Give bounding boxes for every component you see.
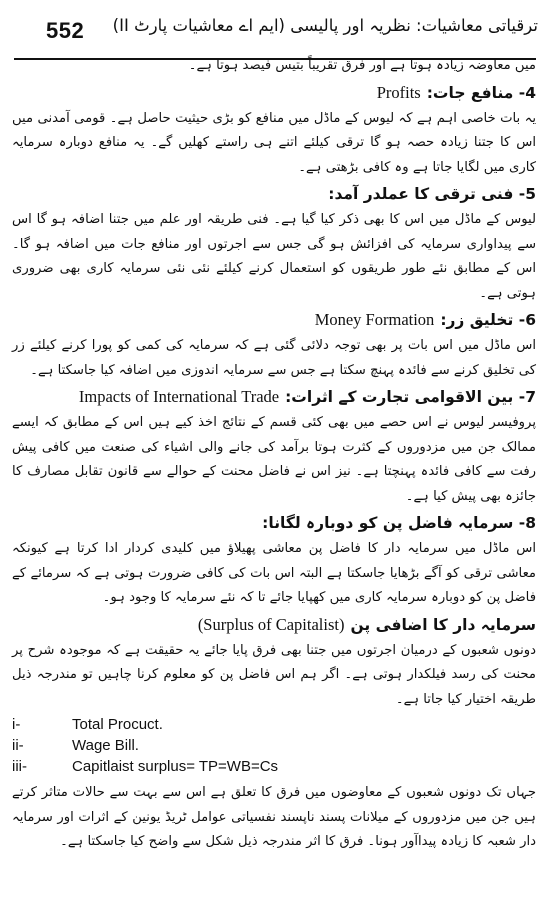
list-marker: i- [12, 716, 21, 733]
section-heading-urdu: 4- منافع جات: [426, 83, 536, 102]
section-capitalist-surplus [12, 611, 536, 713]
section-heading-urdu: 5- فنی ترقی کا عملدر آمد: [328, 185, 536, 203]
section-reinvestment [12, 509, 536, 611]
section-paragraph: اس ماڈل میں اس بات پر بھی توجہ دلائی گئی ہے کہ سرمایہ کی کمی کو پورا کرنے کیلئے زر کی تخلیق کرنے سے فائدہ پہنچ سکتا ہے جس سے سرمایہ اندوزی میں اضافہ کیا جاسکتا ہے۔ [12, 338, 536, 378]
section-technical-progress [12, 180, 536, 306]
section-heading [12, 611, 536, 639]
section-heading-urdu: 6- تخلیق زر: [440, 311, 536, 329]
section-heading [12, 509, 536, 537]
list-text: Wage Bill. [72, 737, 139, 754]
page-body [12, 54, 536, 855]
section-heading-urdu: 7- بین الاقوامی تجارت کے اثرات: [285, 388, 536, 406]
running-title: ترقیاتی معاشیات: نظریہ اور پالیسی (ایم اے معاشیات پارٹ II) [112, 16, 538, 35]
page-number: 552 [46, 18, 85, 43]
list-item [12, 756, 536, 777]
list-item [12, 735, 536, 756]
list-text: Capitlaist surplus= TP=WB=Cs [72, 758, 279, 775]
section-heading-english: Impacts of International Trade [78, 387, 280, 406]
list-text: Total Procuct. [72, 716, 163, 733]
section-paragraph: پروفیسر لیوس نے اس حصے میں بھی کئی قسم کے نتائج اخذ کیے ہیں اس کے مطابق کہ ایسے ممالک جن میں مزدوروں کے کثرت ہوتا برآمد کی جانے والی اشیاء کی صنعت میں کافی پیش رفت سے کافی فائدہ پہنچتا ہے۔ نیز اس نے فاضل محنت کے حوالے سے قانون تقابل مصارف کا جائزہ بھی پیش کیا ہے۔ [12, 415, 536, 504]
section-heading [12, 79, 536, 107]
section-money-formation [12, 306, 536, 383]
page-header [8, 14, 542, 46]
section-heading-urdu: سرمایہ دار کا اضافی پن [350, 615, 536, 634]
section-paragraph: یہ بات خاصی اہم ہے کہ لیوس کے ماڈل میں منافع کو بڑی حیثیت حاصل ہے۔ قومی آمدنی میں اس کا جتنا زیادہ حصہ ہو گا ترقی کیلئے اتنے ہی راستے کھلیں گے۔ یہ منافع دوبارہ سرمایہ کاری میں لگایا جاتا ہے وہ کافی بڑھتی ہے۔ [12, 110, 536, 175]
section-heading-english: Profits [376, 82, 421, 102]
list-item [12, 714, 536, 735]
section-paragraph: اس ماڈل میں سرمایہ دار کا فاضل پن معاشی پھیلاؤ میں کلیدی کردار ادا کرتا ہے کیونکہ معاشی ترقی کو آگے بڑھایا جاسکتا ہے البتہ اس بات کی کافی ضرورت ہوتی ہے کہ سرمائے کے فاضل پن کو دوبارہ سرمایہ کاری میں کھپایا جائے تا کہ نئے سرمایہ کا وجود ہو۔ [12, 541, 536, 605]
section-heading [12, 180, 536, 208]
section-international-trade [12, 383, 536, 509]
formula-list [12, 714, 536, 777]
list-marker: iii- [12, 758, 27, 775]
section-heading-english: (Surplus of Capitalist) [197, 614, 345, 634]
section-paragraph: دونوں شعبوں کے درمیان اجرتوں میں جتنا بھی فرق پایا جائے یہ حقیقت ہے کہ موجودہ شرح پر محنت کی رسد فیلکدار ہوتی ہے۔ اگر ہم اس فاضل پن کو معلوم کرنا چاہیں تو مندرجہ ذیل طریقہ اختیار کیا جاتا ہے۔ [12, 642, 536, 707]
section-heading-english: Money Formation [314, 310, 435, 329]
section-paragraph: لیوس کے ماڈل میں اس کا بھی ذکر کیا گیا ہے۔ فنی طریقہ اور علم میں جتنا اضافہ ہو گا اس سے پیداواری سرمایہ کی افزائش ہو گی جس سے اجرتوں اور منافع جات میں اضافہ ہو گا۔ اس کے مطابق نئے طور طریقوں کو استعمال کرنے کیلئے نئی نئی سرمایہ کاری بھی ضروری ہوتی ہے۔ [12, 212, 536, 301]
closing-paragraph: جہاں تک دونوں شعبوں کے معاوضوں میں فرق کا تعلق ہے اس سے بہت سے حالات متاثر کرتے ہیں جن میں مزدوروں کے میلانات پسند ناپسند نفسیاتی عوامل ٹریڈ یونین کے اثرات اور سرمایہ دار شعبہ کا زیادہ پیداآور ہونا۔ فرق کا اثر مندرجہ ذیل شکل سے واضح کیا جاسکتا ہے۔ [12, 785, 536, 849]
section-profits [12, 79, 536, 181]
section-heading-urdu: 8- سرمایہ فاضل پن کو دوبارہ لگانا: [262, 514, 536, 532]
list-marker: ii- [12, 737, 24, 754]
intro-paragraph: میں معاوضہ زیادہ ہوتا ہے اور فرق تقریباً بتیس فیصد ہوتا ہے۔ [188, 58, 536, 73]
section-heading [12, 306, 536, 334]
section-heading [12, 383, 536, 411]
